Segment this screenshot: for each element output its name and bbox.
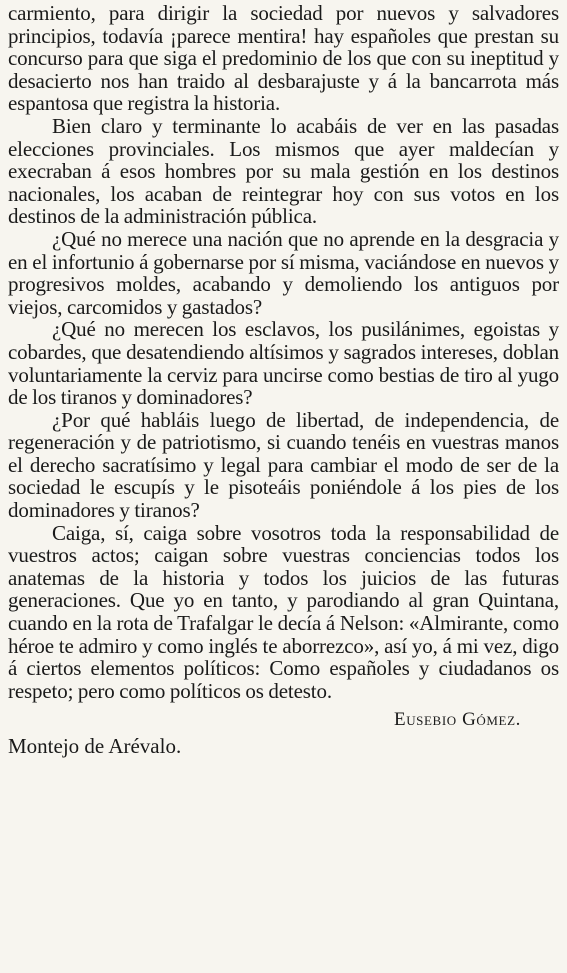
article-place: Montejo de Arévalo. (8, 734, 182, 759)
article-paragraph-1: carmiento, para dirigir la sociedad por nuevos y salvadores principios, todavía ¡parece mentira! hay españoles que prestan su concurso para que siga el predominio de los que con su ineptitud y desacierto nos han traido al desbarajuste y á la bancarrota más espantosa que registra la historia. (8, 1, 559, 116)
article-paragraph-3: ¿Qué no merece una nación que no aprende en la desgracia y en el infortunio á gobernarse por sí misma, vaciándose en nuevos y progresivos moldes, acabando y demoliendo los antiguos por viejos, carcomidos y gastados? (8, 226, 559, 319)
article-paragraph-5: ¿Por qué habláis luego de libertad, de independencia, de regeneración y de patriotismo, si cuando tenéis en vuestras manos el derecho sacratísimo y legal para cambiar el modo de ser de la sociedad le escupís y le pisoteáis poniéndole á los pies de los dominadores y tiranos? (8, 407, 559, 523)
article-paragraph-6: Caiga, sí, caiga sobre vosotros toda la responsabilidad de vuestros actos; caigan sobre vuestras conciencias todos los anatemas de la historia y todos los juicios de las futuras generaciones. Que yo en tanto, y parodiando al gran Quintana, cuando en la rota de Trafalgar le decía á Nelson: «Almirante, como héroe te admiro y como inglés te aborrezco», así yo, á mi vez, digo á ciertos elementos políticos: Como españoles y ciudadanos os respeto; pero como políticos os detesto. (8, 520, 559, 703)
article-paragraph-4: ¿Qué no merecen los esclavos, los pusilánimes, egoistas y cobardes, que desatendiendo altísimos y sagrados intereses, doblan voluntariamente la cerviz para uncirse como bestias de tiro al yugo de los tiranos y dominadores? (8, 317, 559, 410)
article-paragraph-2: Bien claro y terminante lo acabáis de ver en las pasadas elecciones provinciales. Los mismos que ayer maldecían y execraban á esos hombres por su mala gestión en los destinos nacionales, los acaban de reintegrar hoy con sus votos en los destinos de la administración pública. (8, 113, 559, 229)
author-signature: Eusebio Gómez. (393, 709, 521, 731)
